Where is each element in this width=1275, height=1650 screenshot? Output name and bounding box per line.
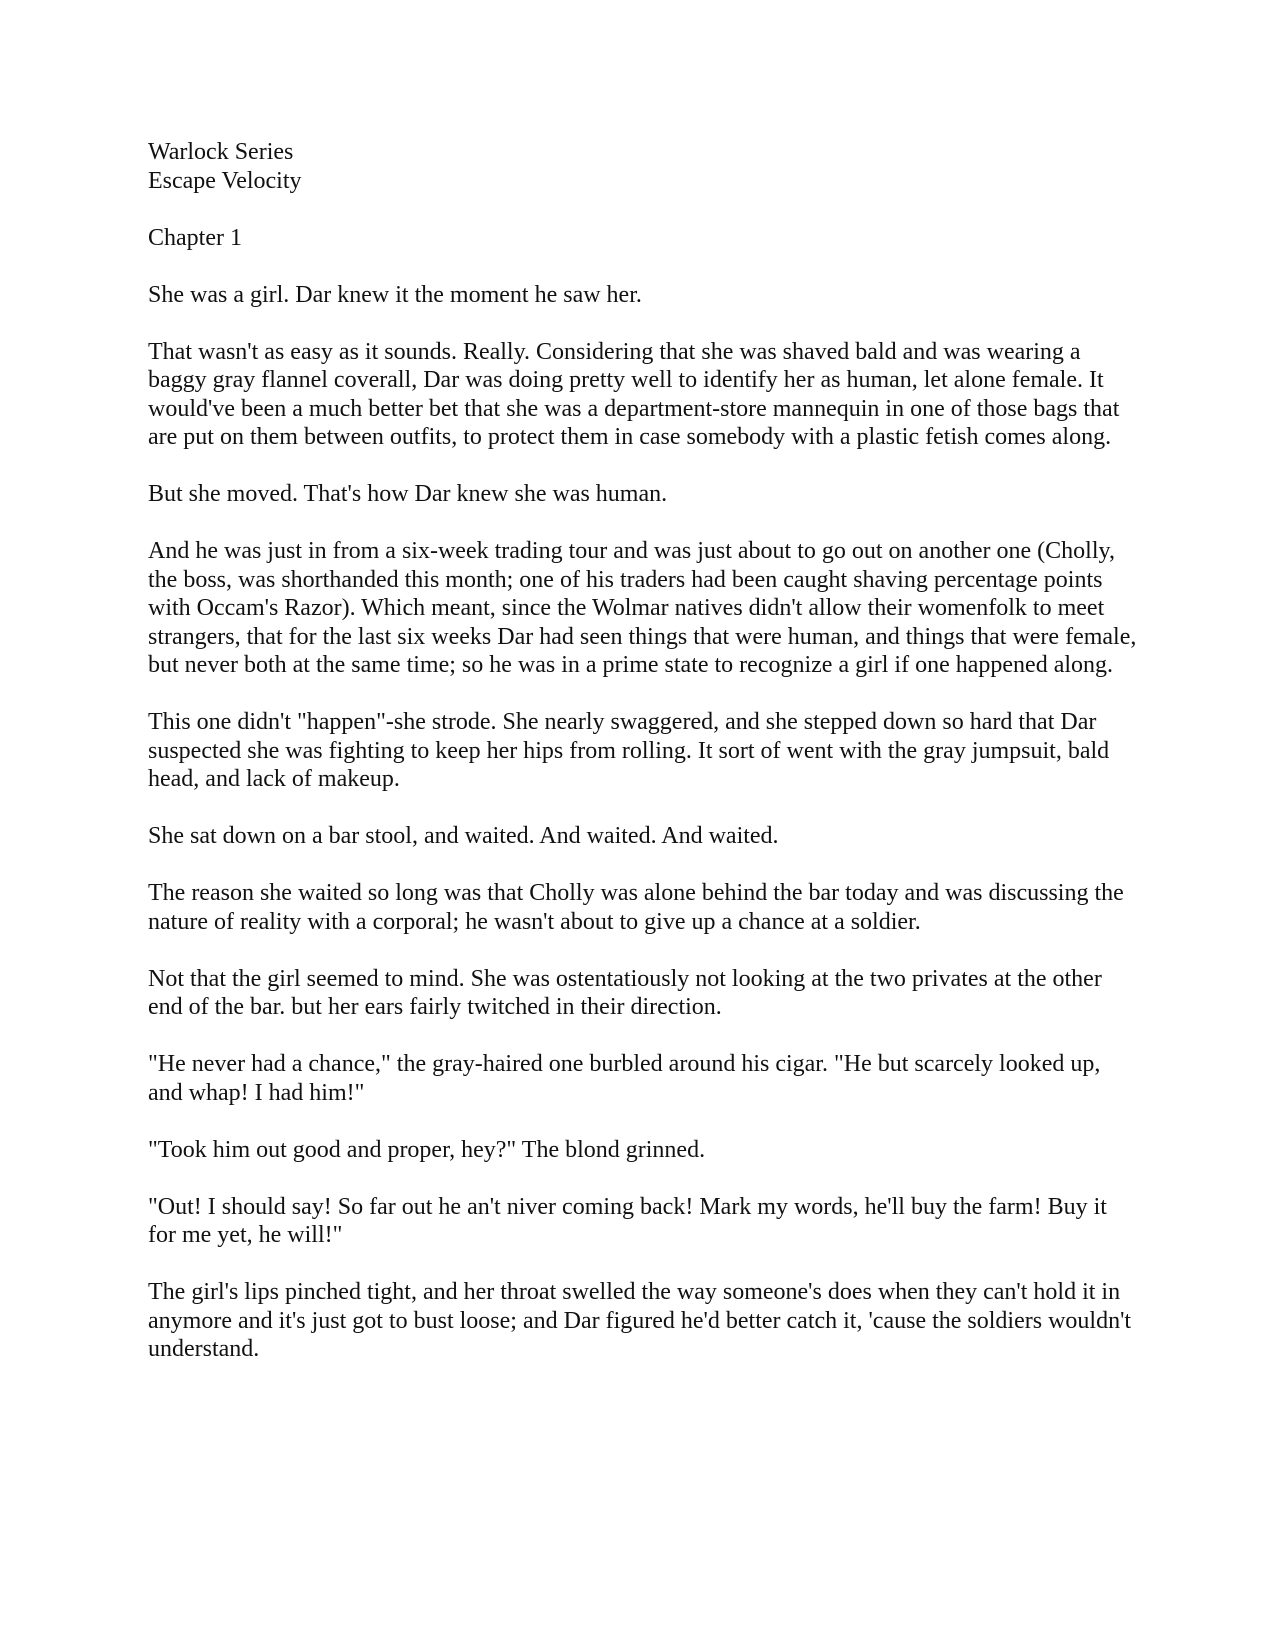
paragraph: "He never had a chance," the gray-haired one burbled around his cigar. "He but scarcely looked up, and whap! I had him!" bbox=[148, 1051, 1101, 1106]
paragraph: The girl's lips pinched tight, and her throat swelled the way someone's does when they can't hold it in anymore and it's just got to bust loose; and Dar figured he'd better catch it, 'cause the soldiers wouldn't understand. bbox=[148, 1279, 1132, 1362]
paragraph: "Took him out good and proper, hey?" The blond grinned. bbox=[148, 1136, 706, 1163]
paragraph: The reason she waited so long was that Cholly was alone behind the bar today and was discussing the nature of reality with a corporal; he wasn't about to give up a chance at a soldier. bbox=[148, 880, 1124, 935]
book-title: Escape Velocity bbox=[148, 167, 302, 194]
paragraph: Not that the girl seemed to mind. She was ostentatiously not looking at the two privates at the other end of the bar. but her ears fairly twitched in their direction. bbox=[148, 965, 1102, 1020]
chapter-heading: Chapter 1 bbox=[148, 224, 242, 251]
paragraph: She sat down on a bar stool, and waited. And waited. And waited. bbox=[148, 823, 779, 849]
paragraph: But she moved. That's how Dar knew she was human. bbox=[148, 481, 668, 507]
paragraph: And he was just in from a six-week trading tour and was just about to go out on another one (Cholly, the boss, was shorthanded this month; one of his traders had been caught shaving percentage points with Occam's Razor). Which meant, since the Wolmar natives didn't allow their womenfolk to meet strangers, that for the last six weeks Dar had seen things that were human, and things that were female, but never both at the same time; so he was in a prime state to recognize a girl if one happened along. bbox=[148, 538, 1137, 678]
paragraph: "Out! I should say! So far out he an't niver coming back! Mark my words, he'll buy the farm! Buy it for me yet, he will!" bbox=[148, 1193, 1107, 1248]
paragraph: This one didn't "happen"-she strode. She nearly swaggered, and she stepped down so hard that Dar suspected she was fighting to keep her hips from rolling. It sort of went with the gray jumpsuit, bald head, and lack of makeup. bbox=[148, 709, 1110, 792]
document-header bbox=[148, 138, 1138, 195]
paragraph: She was a girl. Dar knew it the moment he saw her. bbox=[148, 281, 642, 308]
paragraph: That wasn't as easy as it sounds. Really. Considering that she was shaved bald and was wearing a baggy gray flannel coverall, Dar was doing pretty well to identify her as human, let alone female. It would've been a much better bet that she was a department-store mannequin in one of those bags that are put on them between outfits, to protect them in case somebody with a plastic fetish comes along. bbox=[148, 338, 1120, 450]
series-title: Warlock Series bbox=[148, 139, 294, 165]
document-page bbox=[148, 138, 1138, 1364]
